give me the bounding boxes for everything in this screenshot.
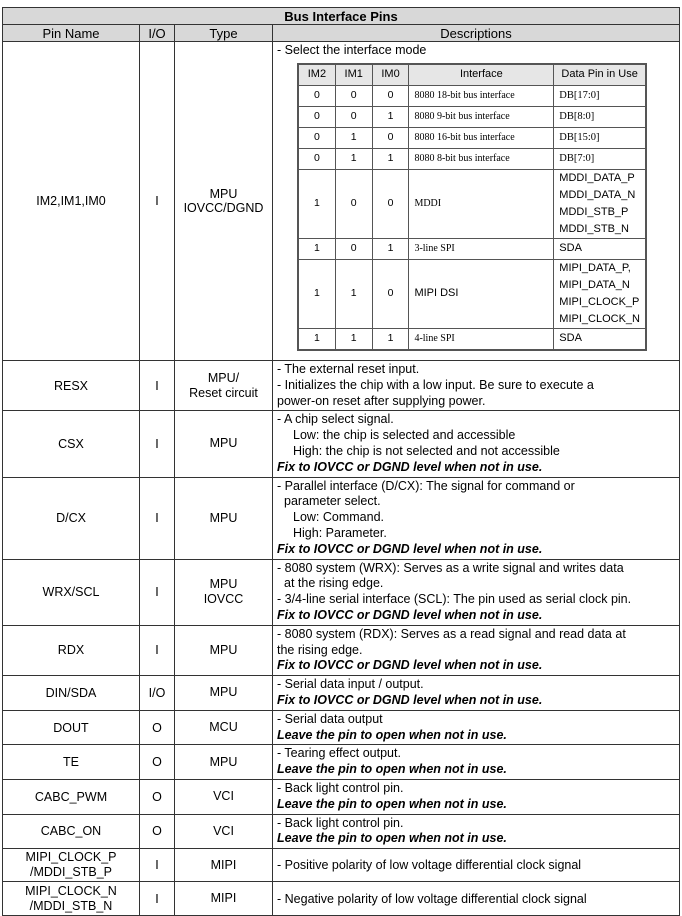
interface-mode-row	[298, 85, 646, 106]
im-bit-cell: 1	[335, 328, 372, 350]
data-pin-line: DB[7:0]	[559, 152, 595, 164]
type-line: MPU	[209, 187, 238, 201]
desc-line: parameter select.	[284, 494, 381, 509]
pin-type	[175, 710, 273, 745]
pin-io: O	[140, 779, 175, 814]
pin-type	[175, 814, 273, 849]
usage-note: Leave the pin to open when not in use.	[277, 762, 507, 777]
table-row	[3, 814, 680, 849]
im-bit-cell: 1	[372, 238, 409, 259]
data-pin-cell	[554, 259, 646, 328]
pin-name: DOUT	[3, 710, 140, 745]
pin-io: I	[140, 882, 175, 916]
im-bit-cell: 0	[335, 85, 372, 106]
im-bit-cell: 0	[335, 238, 372, 259]
type-line: MIPI	[210, 891, 237, 906]
desc-line: at the rising edge.	[284, 576, 384, 591]
table-row	[3, 411, 680, 477]
type-line: IOVCC/DGND	[183, 201, 264, 215]
im-bit-cell: 1	[372, 328, 409, 350]
pin-name: IM2,IM1,IM0	[3, 42, 140, 361]
header-io: I/O	[140, 25, 175, 42]
interface-cell: MDDI	[409, 169, 554, 238]
data-pin-line: SDA	[559, 242, 582, 255]
desc-line: - Negative polarity of low voltage differential clock signal	[277, 891, 587, 906]
usage-note: Leave the pin to open when not in use.	[277, 831, 507, 846]
type-line: VCI	[213, 789, 234, 804]
desc-line: - 8080 system (WRX): Serves as a write signal and writes data	[277, 560, 624, 575]
pin-description	[273, 882, 680, 916]
data-pin-line: DB[15:0]	[559, 131, 600, 143]
table-row	[3, 779, 680, 814]
im-bit-cell: 0	[372, 85, 409, 106]
interface-mode-row	[298, 238, 646, 259]
desc-line: - Select the interface mode	[277, 43, 427, 57]
pin-io: O	[140, 814, 175, 849]
im-bit-cell: 0	[372, 169, 409, 238]
header-descriptions: Descriptions	[273, 25, 680, 42]
interface-mode-row	[298, 169, 646, 238]
interface-cell: 8080 9-bit bus interface	[409, 106, 554, 127]
pin-io: I	[140, 559, 175, 625]
pin-io: I	[140, 411, 175, 477]
table-row-im	[3, 42, 680, 361]
pin-description	[273, 42, 680, 361]
desc-line: power-on reset after supplying power.	[277, 393, 486, 408]
im-bit-cell: 1	[298, 169, 335, 238]
pin-io: I	[140, 625, 175, 675]
im-bit-cell: 1	[298, 238, 335, 259]
table-row	[3, 361, 680, 411]
pin-type	[175, 882, 273, 916]
type-line: MPU	[209, 436, 238, 451]
interface-mode-header	[298, 64, 646, 86]
data-pin-line: DB[17:0]	[559, 89, 600, 101]
type-line: MCU	[209, 720, 238, 735]
data-pin-line: MIPI_CLOCK_N	[559, 312, 640, 325]
pin-name: D/CX	[3, 477, 140, 559]
pin-description	[273, 625, 680, 675]
pin-description	[273, 814, 680, 849]
usage-note: Fix to IOVCC or DGND level when not in use.	[277, 607, 543, 622]
interface-mode-table	[297, 63, 647, 351]
type-line: VCI	[213, 823, 234, 838]
data-pin-line: MIPI_DATA_P,	[559, 261, 631, 274]
pin-name: WRX/SCL	[3, 559, 140, 625]
usage-note: Fix to IOVCC or DGND level when not in use.	[277, 658, 543, 673]
pin-type	[175, 849, 273, 882]
interface-mode-header-cell: Interface	[409, 64, 554, 86]
pin-description	[273, 710, 680, 745]
interface-cell: MIPI DSI	[409, 259, 554, 328]
pin-type	[175, 676, 273, 711]
table-row	[3, 559, 680, 625]
pin-description	[273, 411, 680, 477]
type-line: MPU	[209, 685, 238, 700]
data-pin-cell	[554, 238, 646, 259]
desc-line: High: the chip is not selected and not accessible	[293, 443, 560, 458]
im-bit-cell: 1	[298, 328, 335, 350]
desc-line: - Initializes the chip with a low input. Be sure to execute a	[277, 377, 594, 392]
desc-line: - Tearing effect output.	[277, 746, 401, 761]
pin-name: CSX	[3, 411, 140, 477]
interface-cell: 8080 18-bit bus interface	[409, 85, 554, 106]
im-bit-cell: 0	[298, 148, 335, 169]
data-pin-cell	[554, 127, 646, 148]
pin-description	[273, 849, 680, 882]
pin-description	[273, 477, 680, 559]
im-bit-cell: 0	[298, 127, 335, 148]
pin-name	[3, 849, 140, 882]
im-bit-cell: 0	[335, 169, 372, 238]
pin-io: O	[140, 710, 175, 745]
data-pin-cell	[554, 106, 646, 127]
im-bit-cell: 0	[372, 259, 409, 328]
usage-note: Fix to IOVCC or DGND level when not in use.	[277, 459, 543, 474]
pin-name	[3, 882, 140, 916]
desc-line: - 8080 system (RDX): Serves as a read signal and read data at	[277, 626, 626, 641]
interface-mode-header-cell: IM0	[372, 64, 409, 86]
desc-line: - Serial data output	[277, 711, 383, 726]
data-pin-line: MDDI_DATA_P	[559, 171, 635, 184]
pin-name: TE	[3, 745, 140, 780]
data-pin-cell	[554, 148, 646, 169]
table-row	[3, 745, 680, 780]
pin-type	[175, 477, 273, 559]
interface-mode-row	[298, 148, 646, 169]
desc-line: Low: Command.	[293, 510, 385, 525]
pin-io: O	[140, 745, 175, 780]
desc-line: - Back light control pin.	[277, 780, 404, 795]
im-bit-cell: 0	[298, 106, 335, 127]
interface-mode-header-cell: Data Pin in Use	[554, 64, 646, 86]
table-row	[3, 477, 680, 559]
pin-name: DIN/SDA	[3, 676, 140, 711]
im-bit-cell: 1	[335, 259, 372, 328]
pin-name-line: MIPI_CLOCK_N	[25, 883, 117, 898]
pin-rows	[3, 361, 680, 916]
pin-description	[273, 779, 680, 814]
interface-cell: 3-line SPI	[409, 238, 554, 259]
pin-type	[175, 411, 273, 477]
im-bit-cell: 0	[372, 127, 409, 148]
desc-line: High: Parameter.	[293, 525, 387, 540]
pin-type	[175, 42, 273, 361]
type-line: Reset circuit	[189, 385, 258, 400]
data-pin-cell	[554, 85, 646, 106]
im-bit-cell: 1	[372, 106, 409, 127]
usage-note: Fix to IOVCC or DGND level when not in use.	[277, 692, 543, 707]
table-row	[3, 710, 680, 745]
data-pin-cell	[554, 328, 646, 350]
interface-mode-header-cell: IM1	[335, 64, 372, 86]
pin-io: I	[140, 477, 175, 559]
interface-cell: 4-line SPI	[409, 328, 554, 350]
data-pin-line: DB[8:0]	[559, 110, 595, 122]
pin-name: RESX	[3, 361, 140, 411]
interface-mode-header-cell: IM2	[298, 64, 335, 86]
pin-name: CABC_ON	[3, 814, 140, 849]
desc-line: - Positive polarity of low voltage differential clock signal	[277, 858, 582, 873]
pin-name-line: /MDDI_STB_P	[30, 865, 112, 880]
im-bit-cell: 0	[298, 85, 335, 106]
pin-name-line: /MDDI_STB_N	[29, 898, 113, 913]
data-pin-line: MIPI_CLOCK_P	[559, 295, 640, 308]
pin-description	[273, 745, 680, 780]
header-type: Type	[175, 25, 273, 42]
data-pin-line: MDDI_DATA_N	[559, 188, 636, 201]
table-row	[3, 849, 680, 882]
desc-line: the rising edge.	[277, 642, 363, 657]
interface-mode-row	[298, 106, 646, 127]
type-line: MPU	[209, 510, 238, 525]
data-pin-line: MDDI_STB_N	[559, 222, 629, 235]
type-line: MPU	[209, 577, 238, 592]
pin-description	[273, 676, 680, 711]
pin-name: RDX	[3, 625, 140, 675]
usage-note: Leave the pin to open when not in use.	[277, 727, 507, 742]
pin-type	[175, 361, 273, 411]
type-line: MPU	[209, 642, 238, 657]
im-bit-cell: 1	[298, 259, 335, 328]
usage-note: Leave the pin to open when not in use.	[277, 796, 507, 811]
data-pin-line: MDDI_STB_P	[559, 205, 629, 218]
desc-line: - Back light control pin.	[277, 815, 404, 830]
usage-note: Fix to IOVCC or DGND level when not in use.	[277, 541, 543, 556]
im-bit-cell: 0	[335, 106, 372, 127]
table-title: Bus Interface Pins	[3, 8, 680, 25]
desc-line: - The external reset input.	[277, 362, 420, 376]
pin-type	[175, 625, 273, 675]
desc-line: - A chip select signal.	[277, 412, 394, 427]
im-bit-cell: 1	[335, 148, 372, 169]
interface-cell: 8080 16-bit bus interface	[409, 127, 554, 148]
interface-mode-row	[298, 127, 646, 148]
type-line: MPU/	[207, 370, 240, 385]
table-row	[3, 676, 680, 711]
pin-io: I	[140, 361, 175, 411]
interface-cell: 8080 8-bit bus interface	[409, 148, 554, 169]
desc-line: Low: the chip is selected and accessible	[293, 428, 516, 443]
data-pin-line: SDA	[559, 332, 582, 345]
im-bit-cell: 1	[372, 148, 409, 169]
interface-mode-row	[298, 328, 646, 350]
type-line: MPU	[209, 754, 238, 769]
header-pin-name: Pin Name	[3, 25, 140, 42]
pin-description	[273, 559, 680, 625]
pin-io: I/O	[140, 676, 175, 711]
desc-line: - Parallel interface (D/CX): The signal for command or	[277, 478, 575, 493]
pin-type	[175, 745, 273, 780]
desc-line: - Serial data input / output.	[277, 677, 424, 692]
pin-type	[175, 779, 273, 814]
data-pin-line: MIPI_DATA_N	[559, 278, 630, 291]
pin-description	[273, 361, 680, 411]
pin-io: I	[140, 849, 175, 882]
data-pin-cell	[554, 169, 646, 238]
pin-name: CABC_PWM	[3, 779, 140, 814]
header-row	[3, 25, 680, 42]
type-line: MIPI	[210, 857, 237, 872]
pin-name-line: MIPI_CLOCK_P	[25, 850, 117, 865]
table-row	[3, 625, 680, 675]
type-line: IOVCC	[203, 592, 244, 607]
table-row	[3, 882, 680, 916]
interface-mode-row	[298, 259, 646, 328]
im-bit-cell: 1	[335, 127, 372, 148]
pin-io: I	[140, 42, 175, 361]
bus-interface-pins-table	[2, 7, 680, 916]
pin-type	[175, 559, 273, 625]
desc-line: - 3/4-line serial interface (SCL): The pin used as serial clock pin.	[277, 592, 632, 607]
